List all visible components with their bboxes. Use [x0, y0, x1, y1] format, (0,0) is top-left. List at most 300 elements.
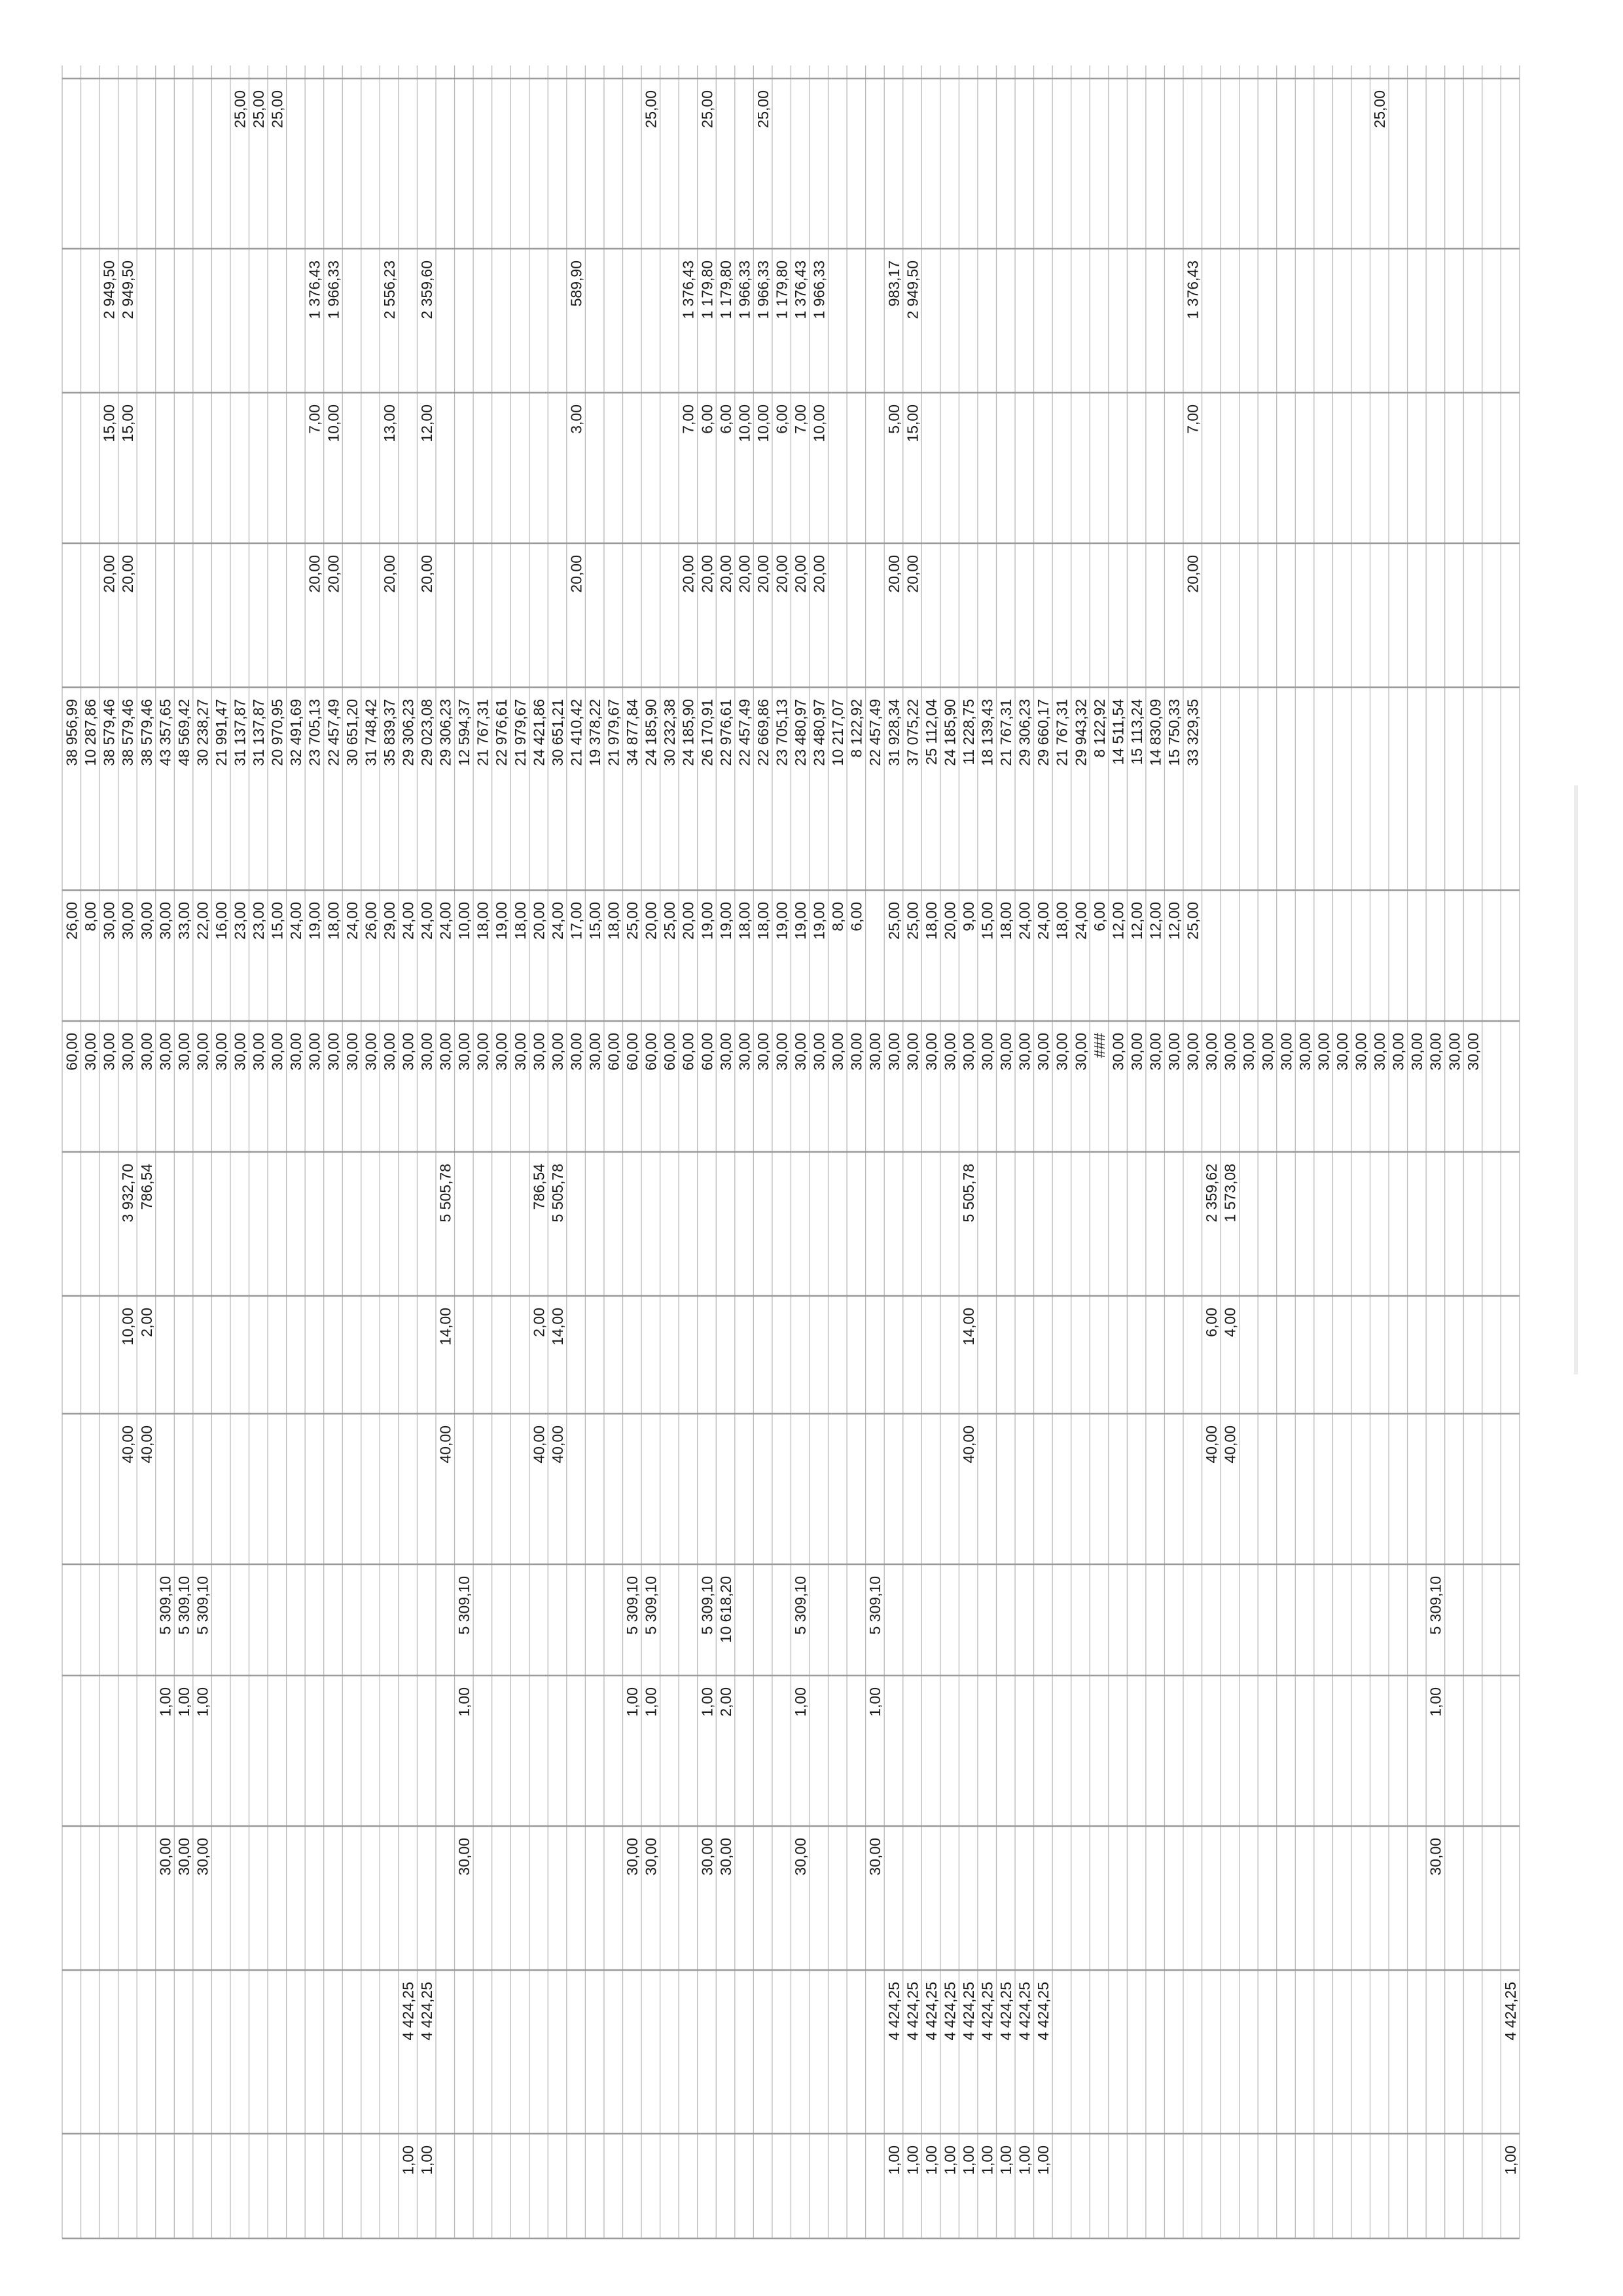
table-cell: 20,00 [530, 902, 548, 940]
table-cell: 30 238,27 [194, 699, 211, 766]
table-cell: 7,00 [306, 404, 323, 434]
table-cell: 30,00 [325, 1033, 342, 1071]
table-cell: 60,00 [63, 1033, 80, 1071]
table-cell: 30,00 [997, 1033, 1015, 1071]
table-cell: 30,00 [1296, 1033, 1313, 1071]
table-cell: 1,00 [175, 1687, 192, 1717]
table-cell: 12,00 [1147, 902, 1164, 940]
table-cell: 24,00 [418, 902, 435, 940]
table-cell: 24,00 [437, 902, 454, 940]
table-cell: 29 023,08 [418, 699, 435, 766]
table-cell: 30,00 [1427, 1838, 1444, 1876]
table-cell: 40,00 [530, 1426, 548, 1463]
table-cell: 30,00 [642, 1838, 660, 1876]
table-cell: 14,00 [548, 1308, 566, 1346]
table-cell: 12,00 [418, 404, 435, 442]
table-cell: 1,00 [399, 2145, 417, 2175]
table-cell: 24,00 [1035, 902, 1052, 940]
table-cell: 26,00 [362, 902, 380, 940]
table-cell: 30,00 [810, 1033, 828, 1071]
table-cell: 22 976,61 [717, 699, 734, 766]
table-cell: 22 669,86 [754, 699, 772, 766]
table-cell: 29 306,23 [437, 699, 454, 766]
table-cell: 5 309,10 [642, 1576, 660, 1635]
table-cell: 21 410,42 [567, 699, 585, 766]
table-cell: 1,00 [866, 1687, 884, 1717]
table-cell: 24,00 [1016, 902, 1033, 940]
table-cell: 18,00 [997, 902, 1015, 940]
table-cell: 21 979,67 [605, 699, 622, 766]
table-cell: ### [1090, 1033, 1108, 1058]
table-grid [62, 65, 1520, 2238]
table-cell: 3 932,70 [119, 1164, 137, 1223]
table-cell: 19,00 [306, 902, 323, 940]
table-cell: 30,00 [773, 1033, 791, 1071]
table-cell: 1 179,80 [717, 260, 734, 319]
table-cell: 30,00 [1277, 1033, 1295, 1071]
table-cell: 6,00 [717, 404, 734, 434]
table-cell: 5 309,10 [698, 1576, 716, 1635]
table-cell: 22 457,49 [325, 699, 342, 766]
table-cell: 24 185,90 [679, 699, 697, 766]
table-cell: 20,00 [1184, 555, 1202, 593]
table-cell: 31 137,87 [250, 699, 268, 766]
table-cell: 7,00 [1184, 404, 1202, 434]
table-cell: 18,00 [511, 902, 529, 940]
table-cell: 20,00 [642, 902, 660, 940]
table-cell: 22 976,61 [493, 699, 510, 766]
table-cell: 25,00 [754, 90, 772, 128]
table-cell: 30,00 [959, 1033, 977, 1071]
table-cell: 19,00 [810, 902, 828, 940]
table-cell: 1,00 [642, 1687, 660, 1717]
table-cell: 1,00 [1035, 2145, 1052, 2175]
table-cell: 30,00 [137, 1033, 155, 1071]
table-cell: 10 618,20 [717, 1576, 734, 1643]
table-cell: 4 424,25 [418, 1982, 435, 2041]
table-cell: 1,00 [156, 1687, 174, 1717]
table-cell: 19,00 [698, 902, 716, 940]
table-cell: 1,00 [978, 2145, 996, 2175]
table-cell: 8 122,92 [847, 699, 865, 758]
table-cell: 30,00 [922, 1033, 940, 1071]
table-cell: 5 309,10 [175, 1576, 192, 1635]
table-cell: 15,00 [978, 902, 996, 940]
table-cell: 20,00 [717, 555, 734, 593]
table-cell: 38 956,99 [63, 699, 80, 766]
table-cell: 30,00 [866, 1033, 884, 1071]
table-cell: 30,00 [287, 1033, 305, 1071]
table-cell: 25,00 [904, 902, 921, 940]
table-cell: 24 185,90 [642, 699, 660, 766]
table-cell: 30,00 [1035, 1033, 1052, 1071]
table-cell: 1 966,33 [325, 260, 342, 319]
table-cell: 30,00 [100, 902, 118, 940]
table-cell: 10 217,07 [829, 699, 847, 766]
table-cell: 5 309,10 [455, 1576, 473, 1635]
table-cell: 60,00 [624, 1033, 641, 1071]
table-cell: 48 569,42 [175, 699, 192, 766]
table-cell: 30,00 [1147, 1033, 1164, 1071]
table-cell: 25,00 [698, 90, 716, 128]
table-cell: 31 748,42 [362, 699, 380, 766]
table-cell: 18,00 [605, 902, 622, 940]
table-cell: 30,00 [736, 1033, 753, 1071]
table-cell: 30,00 [1184, 1033, 1202, 1071]
table-cell: 1 376,43 [1184, 260, 1202, 319]
table-cell: 24,00 [1072, 902, 1090, 940]
table-cell: 6,00 [1090, 902, 1108, 931]
table-cell: 25,00 [642, 90, 660, 128]
table-cell: 22 457,49 [736, 699, 753, 766]
table-cell: 30,00 [624, 1838, 641, 1876]
table-cell: 20,00 [306, 555, 323, 593]
table-cell: 18,00 [736, 902, 753, 940]
table-cell: 20,00 [736, 555, 753, 593]
table-cell: 2 359,62 [1203, 1164, 1221, 1223]
table-cell: 24,00 [399, 902, 417, 940]
table-cell: 30,00 [792, 1033, 809, 1071]
table-cell: 25,00 [624, 902, 641, 940]
table-cell: 25,00 [1184, 902, 1202, 940]
table-cell: 30,00 [137, 902, 155, 940]
table-cell: 5,00 [885, 404, 902, 434]
table-cell: 10,00 [736, 404, 753, 442]
table-cell: 43 357,65 [156, 699, 174, 766]
table-cell: 5 309,10 [624, 1576, 641, 1635]
table-cell: 30,00 [941, 1033, 959, 1071]
table-cell: 4 424,25 [904, 1982, 921, 2041]
table-cell: 10,00 [325, 404, 342, 442]
scan-artifact [1574, 785, 1578, 1374]
table-cell: 18,00 [754, 902, 772, 940]
table-cell: 23 480,97 [792, 699, 809, 766]
table-cell: 30,00 [1016, 1033, 1033, 1071]
table-cell: 1,00 [1427, 1687, 1444, 1717]
table-cell: 25,00 [231, 90, 249, 128]
table-cell: 1 376,43 [792, 260, 809, 319]
table-cell: 15,00 [904, 404, 921, 442]
table-cell: 20,00 [792, 555, 809, 593]
table-cell: 786,54 [530, 1164, 548, 1210]
table-cell: 30 651,21 [548, 699, 566, 766]
table-cell: 4 424,25 [997, 1982, 1015, 2041]
table-cell: 30,00 [847, 1033, 865, 1071]
table-cell: 4 424,25 [1035, 1982, 1052, 2041]
table-cell: 30,00 [1258, 1033, 1276, 1071]
table-cell: 4 424,25 [1016, 1982, 1033, 2041]
table-cell: 6,00 [1203, 1308, 1221, 1337]
table-cell: 30,00 [1166, 1033, 1183, 1071]
table-cell: 15,00 [586, 902, 603, 940]
table-cell: 40,00 [119, 1426, 137, 1463]
table-cell: 30,00 [231, 1033, 249, 1071]
table-cell: 5 309,10 [792, 1576, 809, 1635]
table-cell: 4 424,25 [978, 1982, 996, 2041]
table-cell: 8 122,92 [1090, 699, 1108, 758]
table-cell: 29 306,23 [1016, 699, 1033, 766]
table-cell: 30,00 [829, 1033, 847, 1071]
table-cell: 20,00 [380, 555, 398, 593]
table-cell: 30,00 [380, 1033, 398, 1071]
table-cell: 15,00 [100, 404, 118, 442]
table-cell: 23 705,13 [306, 699, 323, 766]
table-cell: 23 705,13 [773, 699, 791, 766]
table-cell: 2 359,60 [418, 260, 435, 319]
table-cell: 24,00 [287, 902, 305, 940]
table-cell: 20,00 [941, 902, 959, 940]
table-cell: 30,00 [511, 1033, 529, 1071]
table-cell: 60,00 [642, 1033, 660, 1071]
table-cell: 21 767,31 [1053, 699, 1071, 766]
table-cell: 4 424,25 [941, 1982, 959, 2041]
table-cell: 1,00 [792, 1687, 809, 1717]
table-cell: 15,00 [119, 404, 137, 442]
table-cell: 21 767,31 [474, 699, 491, 766]
table-cell: 30,00 [754, 1033, 772, 1071]
table-cell: 1 966,33 [754, 260, 772, 319]
table-cell: 5 309,10 [156, 1576, 174, 1635]
table-cell: 30,00 [530, 1033, 548, 1071]
table-cell: 18,00 [922, 902, 940, 940]
table-cell: 21 991,47 [212, 699, 230, 766]
table-cell: 30,00 [1464, 1033, 1482, 1071]
table-cell: 6,00 [847, 902, 865, 931]
table-cell: 5 309,10 [1427, 1576, 1444, 1635]
table-cell: 10,00 [119, 1308, 137, 1346]
table-cell: 29 943,32 [1072, 699, 1090, 766]
table-cell: 19,00 [717, 902, 734, 940]
table-cell: 24 185,90 [941, 699, 959, 766]
table-cell: 25 112,04 [922, 699, 940, 765]
table-cell: 30,00 [567, 1033, 585, 1071]
table-cell: 38 579,46 [119, 699, 137, 766]
table-cell: 30,00 [1352, 1033, 1370, 1071]
table-cell: 37 075,22 [904, 699, 921, 766]
table-cell: 23,00 [250, 902, 268, 940]
table-cell: 30,00 [474, 1033, 491, 1071]
table-cell: 14 511,54 [1109, 699, 1127, 765]
table-cell: 30,00 [1333, 1033, 1351, 1071]
table-cell: 30,00 [343, 1033, 361, 1071]
table-cell: 20,00 [100, 555, 118, 593]
table-cell: 20,00 [567, 555, 585, 593]
table-cell: 25,00 [268, 90, 286, 128]
table-cell: 30,00 [1446, 1033, 1463, 1071]
table-cell: 30,00 [586, 1033, 603, 1071]
table-cell: 22,00 [194, 902, 211, 940]
table-cell: 20,00 [698, 555, 716, 593]
table-cell: 35 839,37 [380, 699, 398, 766]
table-cell: 40,00 [437, 1426, 454, 1463]
table-cell: 18,00 [325, 902, 342, 940]
table-cell: 1,00 [418, 2145, 435, 2175]
table-cell: 19,00 [493, 902, 510, 940]
table-cell: 4,00 [1221, 1308, 1239, 1337]
table-cell: 60,00 [605, 1033, 622, 1071]
table-cell: 1 966,33 [810, 260, 828, 319]
table-cell: 30,00 [1053, 1033, 1071, 1071]
table-cell: 20,00 [325, 555, 342, 593]
table-cell: 24,00 [343, 902, 361, 940]
table-cell: 21 767,31 [997, 699, 1015, 766]
table-cell: 1,00 [997, 2145, 1015, 2175]
table-cell: 2,00 [530, 1308, 548, 1337]
table-cell: 38 579,46 [137, 699, 155, 766]
table-cell: 18,00 [1053, 902, 1071, 940]
table-cell: 4 424,25 [1501, 1982, 1519, 2041]
table-cell: 30,00 [437, 1033, 454, 1071]
table-cell: 30,00 [904, 1033, 921, 1071]
table-cell: 983,17 [885, 260, 902, 307]
table-cell: 31 137,87 [231, 699, 249, 766]
table-cell: 30,00 [156, 1033, 174, 1071]
table-cell: 10,00 [810, 404, 828, 442]
table-cell: 30,00 [1427, 1033, 1444, 1071]
table-cell: 29 306,23 [399, 699, 417, 766]
table-cell: 20,00 [810, 555, 828, 593]
table-cell: 29,00 [380, 902, 398, 940]
table-cell: 3,00 [567, 404, 585, 434]
table-cell: 1,00 [922, 2145, 940, 2175]
table-cell: 30,00 [866, 1838, 884, 1876]
table-cell: 6,00 [773, 404, 791, 434]
table-cell: 30,00 [717, 1838, 734, 1876]
table-cell: 20,00 [754, 555, 772, 593]
table-cell: 30,00 [306, 1033, 323, 1071]
table-cell: 17,00 [567, 902, 585, 940]
table-cell: 15 750,33 [1166, 699, 1183, 766]
table-cell: 30,00 [978, 1033, 996, 1071]
table-cell: 30,00 [1408, 1033, 1426, 1071]
table-cell: 23,00 [231, 902, 249, 940]
table-cell: 30,00 [175, 1033, 192, 1071]
table-cell: 10 287,86 [82, 699, 99, 766]
table-cell: 20,00 [418, 555, 435, 593]
table-cell: 30,00 [156, 1838, 174, 1876]
table-cell: 30,00 [792, 1838, 809, 1876]
table-cell: 1,00 [904, 2145, 921, 2175]
table-cell: 30,00 [1221, 1033, 1239, 1071]
table-cell: 1 573,08 [1221, 1164, 1239, 1223]
table-cell: 29 660,17 [1035, 699, 1052, 766]
table-cell: 26 170,91 [698, 699, 716, 766]
table-cell: 30,00 [100, 1033, 118, 1071]
table-cell: 60,00 [679, 1033, 697, 1071]
table-cell: 2,00 [717, 1687, 734, 1717]
table-cell: 23 480,97 [810, 699, 828, 766]
table-cell: 26,00 [63, 902, 80, 940]
table-cell: 30,00 [455, 1838, 473, 1876]
table-cell: 1,00 [1016, 2145, 1033, 2175]
table-cell: 4 424,25 [399, 1982, 417, 2041]
table-cell: 15 113,24 [1128, 699, 1145, 765]
table-cell: 4 424,25 [959, 1982, 977, 2041]
table-cell: 30,00 [885, 1033, 902, 1071]
table-cell: 1 376,43 [306, 260, 323, 319]
table-cell: 31 928,34 [885, 699, 902, 766]
table-cell: 1,00 [624, 1687, 641, 1717]
table-cell: 30,00 [194, 1838, 211, 1876]
table-cell: 14 830,09 [1147, 699, 1164, 766]
table-cell: 8,00 [82, 902, 99, 931]
table-cell: 30,00 [1203, 1033, 1221, 1071]
table-cell: 15,00 [268, 902, 286, 940]
table-cell: 25,00 [885, 902, 902, 940]
table-cell: 30,00 [1128, 1033, 1145, 1071]
table-cell: 1,00 [194, 1687, 211, 1717]
table-cell: 30,00 [119, 902, 137, 940]
table-cell: 589,90 [567, 260, 585, 307]
table-cell: 30,00 [212, 1033, 230, 1071]
table-cell: 30,00 [418, 1033, 435, 1071]
table-cell: 20,00 [885, 555, 902, 593]
table-cell: 30,00 [399, 1033, 417, 1071]
table-cell: 22 457,49 [866, 699, 884, 766]
table-cell: 2,00 [137, 1308, 155, 1337]
table-cell: 786,54 [137, 1164, 155, 1210]
table-cell: 38 579,46 [100, 699, 118, 766]
table-cell: 14,00 [437, 1308, 454, 1346]
table-cell: 30,00 [548, 1033, 566, 1071]
table-cell: 24,00 [548, 902, 566, 940]
table-cell: 1 376,43 [679, 260, 697, 319]
table-cell: 40,00 [1203, 1426, 1221, 1463]
table-cell: 30,00 [1371, 1033, 1389, 1071]
table-cell: 13,00 [380, 404, 398, 442]
table-cell: 20,00 [679, 555, 697, 593]
table-cell: 1 966,33 [736, 260, 753, 319]
table-cell: 30,00 [455, 1033, 473, 1071]
table-cell: 12,00 [1166, 902, 1183, 940]
table-cell: 1,00 [1501, 2145, 1519, 2175]
table-cell: 7,00 [679, 404, 697, 434]
table-cell: 30,00 [1315, 1033, 1332, 1071]
table-cell: 25,00 [1371, 90, 1389, 128]
table-cell: 40,00 [137, 1426, 155, 1463]
table-cell: 30,00 [250, 1033, 268, 1071]
table-cell: 30,00 [493, 1033, 510, 1071]
table-cell: 20,00 [904, 555, 921, 593]
table-cell: 1,00 [959, 2145, 977, 2175]
table-cell: 30 651,20 [343, 699, 361, 766]
table-cell: 7,00 [792, 404, 809, 434]
table-cell: 40,00 [1221, 1426, 1239, 1463]
table-cell: 1,00 [455, 1687, 473, 1717]
table-cell: 33,00 [175, 902, 192, 940]
table-cell: 5 505,78 [959, 1164, 977, 1223]
table-cell: 12 594,37 [455, 699, 473, 766]
table-cell: 20,00 [119, 555, 137, 593]
table-cell: 30,00 [1109, 1033, 1127, 1071]
table-cell: 24 421,86 [530, 699, 548, 766]
table-cell: 30,00 [1389, 1033, 1407, 1071]
table-cell: 30,00 [717, 1033, 734, 1071]
table-cell: 30,00 [1072, 1033, 1090, 1071]
table-cell: 18,00 [474, 902, 491, 940]
table-cell: 25,00 [250, 90, 268, 128]
table-cell: 1 179,80 [698, 260, 716, 319]
table-cell: 60,00 [698, 1033, 716, 1071]
table-cell: 9,00 [959, 902, 977, 931]
table-cell: 16,00 [212, 902, 230, 940]
table-cell: 2 949,50 [119, 260, 137, 319]
table-cell: 30,00 [698, 1838, 716, 1876]
table-cell: 25,00 [661, 902, 679, 940]
table-cell: 30,00 [1240, 1033, 1258, 1071]
table-cell: 14,00 [959, 1308, 977, 1346]
table-cell: 1 179,80 [773, 260, 791, 319]
